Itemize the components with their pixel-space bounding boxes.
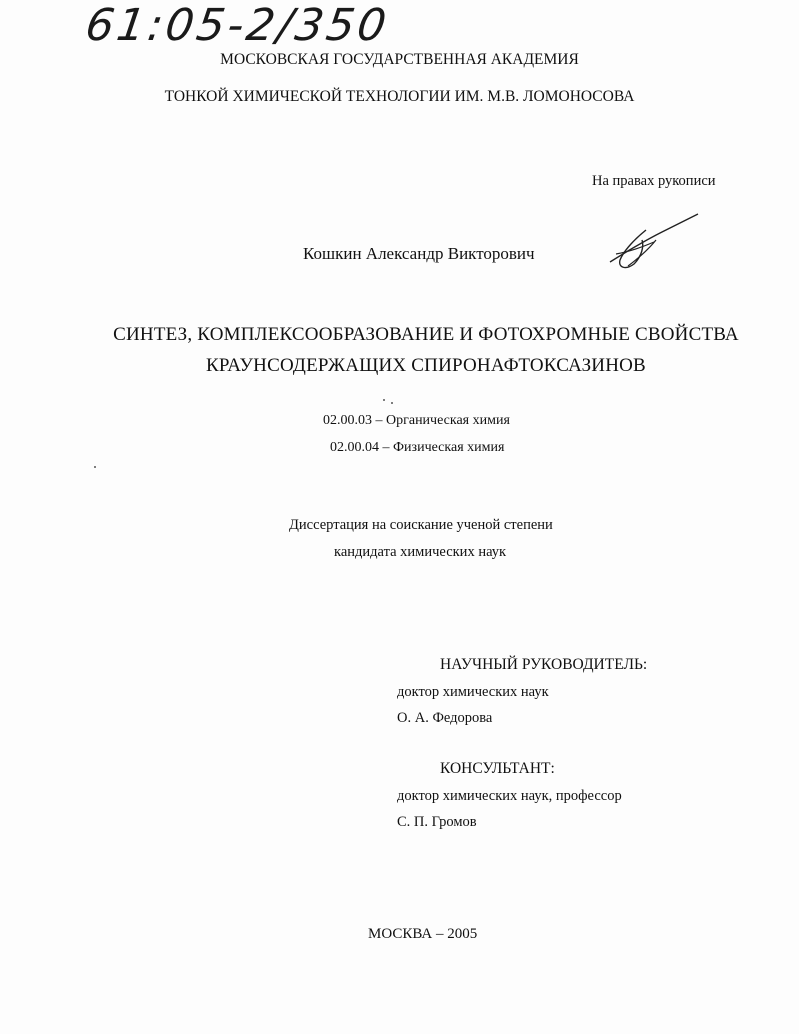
manuscript-rights-note: На правах рукописи	[592, 173, 716, 189]
scan-speck	[94, 466, 96, 468]
institution-name-line2: ТОНКОЙ ХИМИЧЕСКОЙ ТЕХНОЛОГИИ ИМ. М.В. ЛОМОНОСОВА	[164, 88, 635, 105]
scan-speck	[383, 399, 385, 401]
thesis-title-line2: КРАУНСОДЕРЖАЩИХ СПИРОНАФТОКСАЗИНОВ	[206, 355, 646, 376]
consultant-heading: КОНСУЛЬТАНТ:	[440, 760, 555, 777]
supervisor-heading: НАУЧНЫЙ РУКОВОДИТЕЛЬ:	[440, 656, 648, 673]
supervisor-degree: доктор химических наук	[397, 684, 549, 700]
consultant-degree: доктор химических наук, профессор	[397, 788, 622, 804]
signature-icon	[606, 210, 702, 276]
archive-code-handwritten: 61:05-2/350	[82, 0, 393, 51]
thesis-title-line1: СИНТЕЗ, КОМПЛЕКСООБРАЗОВАНИЕ И ФОТОХРОМНЫЕ СВОЙСТВА	[113, 324, 739, 345]
author-name: Кошкин Александр Викторович	[303, 244, 535, 263]
scan-speck	[391, 402, 393, 404]
specialty-physical-chemistry: 02.00.04 – Физическая химия	[330, 440, 505, 455]
degree-statement-line1: Диссертация на соискание ученой степени	[289, 517, 553, 533]
specialty-organic-chemistry: 02.00.03 – Органическая химия	[323, 413, 510, 428]
supervisor-name: О. А. Федорова	[397, 710, 493, 726]
degree-statement-line2: кандидата химических наук	[334, 544, 507, 560]
consultant-name: С. П. Громов	[397, 814, 477, 830]
city-and-year: МОСКВА – 2005	[368, 926, 478, 942]
institution-name-line1: МОСКОВСКАЯ ГОСУДАРСТВЕННАЯ АКАДЕМИЯ	[220, 51, 579, 68]
